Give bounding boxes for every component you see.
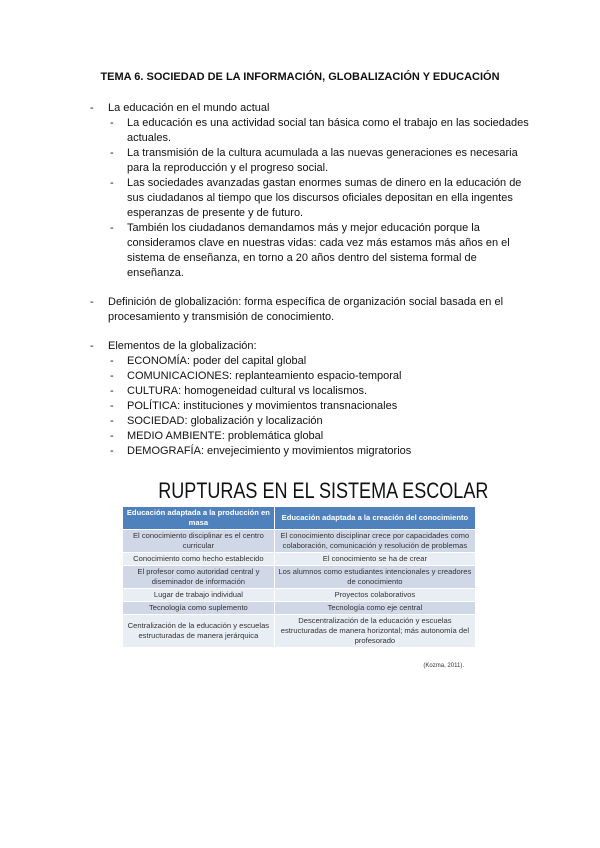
table-cell: El conocimiento se ha de crear <box>274 553 475 566</box>
section-globalization-definition <box>90 295 530 325</box>
table-cell: Descentralización de la educación y escuelas estructuradas de manera horizontal; más autonomía del profesorado <box>274 615 475 648</box>
list-item: DEMOGRAFÍA: envejecimiento y movimientos migratorios <box>127 445 412 457</box>
dash: - <box>110 385 114 397</box>
dash: - <box>110 415 114 427</box>
dash: - <box>110 355 114 367</box>
table-cell: Tecnología como suplemento <box>123 602 275 615</box>
list-item: SOCIEDAD: globalización y localización <box>127 415 323 427</box>
table-row <box>123 530 476 553</box>
dash: - <box>110 445 114 457</box>
table-cell: Proyectos colaborativos <box>274 589 475 602</box>
table-cell: El conocimiento disciplinar crece por capacidades como colaboración, comunicación y resolución de problemas <box>274 530 475 553</box>
dash: - <box>110 222 114 234</box>
rupturas-figure <box>122 477 489 670</box>
table-cell: Los alumnos como estudiantes intencionales y creadores de conocimiento <box>274 566 475 589</box>
table-cell: Tecnología como eje central <box>274 602 475 615</box>
table-cell: Conocimiento como hecho establecido <box>123 553 275 566</box>
rupturas-table <box>122 506 476 648</box>
list-item: La transmisión de la cultura acumulada a las nuevas generaciones es necesaria para la reproducción y el progreso social. <box>127 147 518 174</box>
list-item: COMUNICACIONES: replanteamiento espacio-temporal <box>127 370 402 382</box>
table-row <box>123 602 476 615</box>
list-item: Las sociedades avanzadas gastan enormes sumas de dinero en la educación de sus ciudadanos al tiempo que los discursos oficiales depositan en ella ingentes esperanzas de presente y de futuro. <box>127 177 522 219</box>
dash: - <box>110 147 114 159</box>
list-item: La educación es una actividad social tan básica como el trabajo en las sociedades actuales. <box>127 117 529 144</box>
document-page <box>0 70 600 670</box>
list-item: MEDIO AMBIENTE: problemática global <box>127 430 324 442</box>
dash: - <box>110 430 114 442</box>
list-item: También los ciudadanos demandamos más y mejor educación porque la consideramos clave en nuestras vidas: cada vez más estamos más años en el sistema de enseñanza, en torno a 20 años dentro del sistema formal de enseñanza. <box>127 222 510 279</box>
figure-title: RUPTURAS EN EL SISTEMA ESCOLAR <box>158 478 489 503</box>
figure-title-wrap <box>122 477 489 504</box>
dash: - <box>90 296 94 308</box>
table-header: Educación adaptada a la creación del conocimiento <box>274 507 475 530</box>
dash: - <box>110 177 114 189</box>
section-education <box>90 101 530 281</box>
section-globalization-elements <box>90 339 530 459</box>
table-row <box>123 615 476 648</box>
page-title: TEMA 6. SOCIEDAD DE LA INFORMACIÓN, GLOBALIZACIÓN Y EDUCACIÓN <box>100 71 500 83</box>
dash: - <box>90 102 94 114</box>
dash: - <box>110 370 114 382</box>
list-item: ECONOMÍA: poder del capital global <box>127 355 307 367</box>
table-cell: Centralización de la educación y escuelas estructuradas de manera jerárquica <box>123 615 275 648</box>
list-item: POLÍTICA: instituciones y movimientos transnacionales <box>127 400 398 412</box>
table-row <box>123 589 476 602</box>
dash: - <box>110 117 114 129</box>
table-row <box>123 566 476 589</box>
table-header-row <box>123 507 476 530</box>
dash: - <box>90 340 94 352</box>
figure-citation: (Kozma, 2011). <box>423 663 464 669</box>
section-label: La educación en el mundo actual <box>108 102 270 114</box>
section-label: Elementos de la globalización: <box>108 340 257 352</box>
list-item: CULTURA: homogeneidad cultural vs localismos. <box>127 385 368 397</box>
table-row <box>123 553 476 566</box>
table-cell: El profesor como autoridad central y diseminador de información <box>123 566 275 589</box>
table-cell: El conocimiento disciplinar es el centro curricular <box>123 530 275 553</box>
section-label: Definición de globalización: forma específica de organización social basada en el procesamiento y transmisión de conocimiento. <box>108 296 504 323</box>
table-header: Educación adaptada a la producción en masa <box>123 507 275 530</box>
dash: - <box>110 400 114 412</box>
table-cell: Lugar de trabajo individual <box>123 589 275 602</box>
